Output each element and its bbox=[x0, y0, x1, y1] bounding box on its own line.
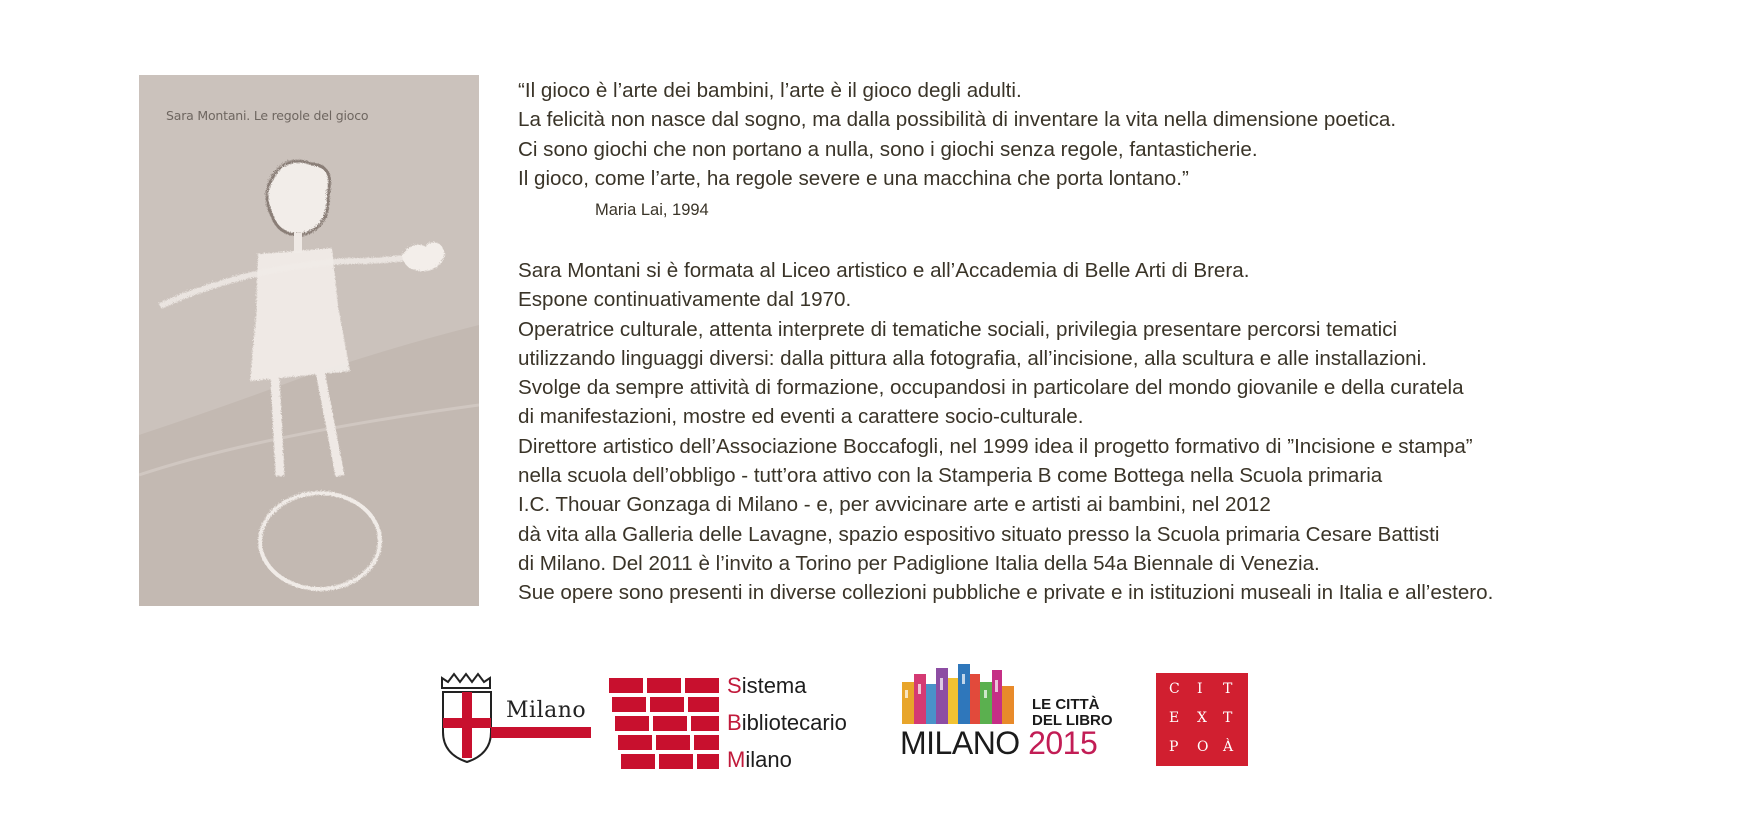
expo-letter: T bbox=[1223, 681, 1234, 697]
milano-2015-wordmark: MILANO 2015 bbox=[900, 725, 1098, 761]
citta-libro-title: LE CITTÀ DEL LIBRO bbox=[1032, 696, 1113, 729]
bio-line: Sara Montani si è formata al Liceo artistico e all’Accademia di Belle Arti di Brera. bbox=[518, 259, 1250, 282]
quote-block bbox=[518, 76, 1698, 193]
quote-line: “Il gioco è l’arte dei bambini, l’arte è il gioco degli adulti. bbox=[518, 79, 1022, 102]
sistema-line: Sistema bbox=[727, 673, 807, 698]
expo-in-citta-logo bbox=[1156, 673, 1248, 766]
cover-artwork bbox=[139, 75, 479, 606]
bio-line: I.C. Thouar Gonzaga di Milano - e, per avvicinare arte e artisti ai bambini, nel 2012 bbox=[518, 493, 1271, 517]
expo-letter: I bbox=[1197, 681, 1204, 697]
quote-line: La felicità non nasce dal sogno, ma dalla possibilità di inventare la vita nella dimensione poetica. bbox=[518, 108, 1397, 132]
expo-letter: X bbox=[1197, 710, 1208, 726]
biography-block bbox=[518, 256, 1493, 608]
bio-line: Sue opere sono presenti in diverse collezioni pubbliche e private e in istituzioni museali in Italia e all’estero. bbox=[518, 581, 1494, 605]
bio-line: nella scuola dell’obbligo - tutt’ora attivo con la Stamperia B come Bottega nella Scuola primaria bbox=[518, 464, 1383, 488]
quote-line: Ci sono giochi che non portano a nulla, sono i giochi senza regole, fantasticherie. bbox=[518, 137, 1258, 161]
bio-line: Svolge da sempre attività di formazione, occupandosi in particolare del mondo giovanile e della curatela bbox=[518, 376, 1464, 400]
bio-line: Direttore artistico dell’Associazione Boccafogli, nel 1999 idea il progetto formativo di ”Incisione e stampa” bbox=[518, 434, 1473, 458]
expo-letter: P bbox=[1169, 739, 1180, 755]
expo-letter: C bbox=[1169, 681, 1181, 697]
comune-milano-word: Milano bbox=[506, 698, 587, 723]
expo-letter: À bbox=[1223, 739, 1235, 755]
expo-letter: E bbox=[1169, 710, 1181, 726]
cover-title: Sara Montani. Le regole del gioco bbox=[166, 108, 369, 123]
bio-line: Espone continuativamente dal 1970. bbox=[518, 288, 852, 312]
book-cover bbox=[139, 75, 479, 606]
bio-line: utilizzando linguaggi diversi: dalla pittura alla fotografia, all’incisione, alla scultura e alle installazioni. bbox=[518, 346, 1427, 370]
bio-line: di Milano. Del 2011 è l’invito a Torino per Padiglione Italia della 54a Biennale di Venezia. bbox=[518, 551, 1320, 575]
quote-line: Il gioco, come l’arte, ha regole severe e una macchina che porta lontano.” bbox=[518, 166, 1189, 190]
citta-libro-skyline-icon bbox=[900, 660, 1025, 726]
expo-letter: T bbox=[1223, 710, 1234, 726]
bio-line: di manifestazioni, mostre ed eventi a carattere socio-culturale. bbox=[518, 405, 1084, 429]
quote-attribution: Maria Lai, 1994 bbox=[595, 201, 709, 219]
expo-letter: O bbox=[1197, 739, 1210, 755]
bio-line: Operatrice culturale, attenta interprete di tematiche sociali, privilegia presentare percorsi tematici bbox=[518, 317, 1398, 341]
milano-line: Milano bbox=[727, 747, 792, 772]
bibliotecario-line: Bibliotecario bbox=[727, 710, 847, 735]
sistema-bibliotecario-logo-icon bbox=[607, 676, 722, 770]
bio-line: dà vita alla Galleria delle Lavagne, spazio espositivo situato presso la Scuola primaria Cesare Battisti bbox=[518, 522, 1440, 546]
